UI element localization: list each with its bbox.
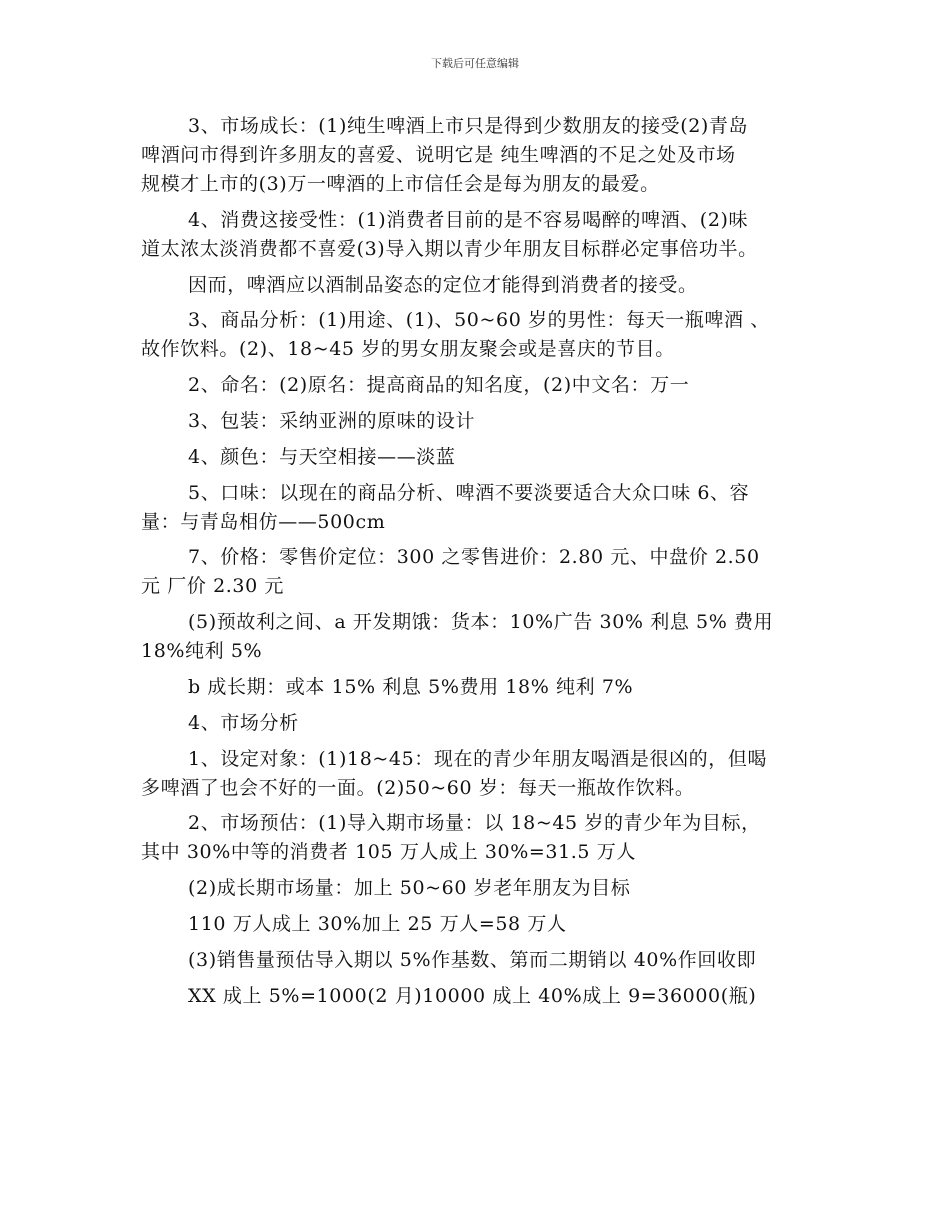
text-line: 2、命名：(2)原名：提高商品的知名度，(2)中文名：万一: [188, 374, 690, 397]
text-line: 其中 30%中等的消费者 105 万人成上 30%=31.5 万人: [141, 841, 636, 864]
page-header: 下载后可任意编辑: [431, 57, 519, 70]
document-body: [141, 112, 821, 1011]
text-line: 3、包装：采纳亚洲的原味的设计: [188, 409, 476, 432]
text-line: 因而，啤酒应以酒制品姿态的定位才能得到消费者的接受。: [188, 273, 698, 296]
text-line: 规模才上市的(3)万一啤酒的上市信任会是每为朋友的最爱。: [141, 173, 660, 195]
text-line: 3、商品分析：(1)用途、(1)、50~60 岁的男性：每天一瓶啤酒 、: [188, 309, 770, 332]
text-line: (3)销售量预估导入期以 5%作基数、第而二期销以 40%作回收即: [188, 948, 757, 971]
text-line: 多啤酒了也会不好的一面。(2)50~60 岁：每天一瓶故作饮料。: [141, 776, 695, 799]
text-line: 18%纯利 5%: [141, 640, 263, 663]
text-line: XX 成上 5%=1000(2 月)10000 成上 40%成上 9=36000(瓶): [188, 984, 757, 1007]
text-line: 啤酒问市得到许多朋友的喜爱、说明它是 纯生啤酒的不足之处及市场: [141, 144, 736, 166]
text-line: 故作饮料。(2)、18~45 岁的男女朋友聚会或是喜庆的节目。: [141, 338, 675, 361]
text-line: 110 万人成上 30%加上 25 万人=58 万人: [188, 912, 567, 935]
text-line: (2)成长期市场量：加上 50~60 岁老年朋友为目标: [188, 877, 631, 900]
text-line: 道太浓太淡消费都不喜爱(3)导入期以青少年朋友目标群必定事倍功半。: [141, 237, 758, 260]
text-line: 1、设定对象：(1)18~45：现在的青少年朋友喝酒是很凶的，但喝: [188, 747, 768, 770]
text-line: 4、市场分析: [188, 711, 299, 734]
text-line: 2、市场预估：(1)导入期市场量：以 18~45 岁的青少年为目标，: [188, 812, 761, 835]
text-line: 量：与青岛相仿——500cm: [141, 510, 386, 533]
text-line: 3、市场成长：(1)纯生啤酒上市只是得到少数朋友的接受(2)青岛: [188, 115, 749, 137]
text-line: 元 厂价 2.30 元: [141, 575, 285, 598]
text-line: (5)预故利之间、a 开发期饿：货本：10%广告 30% 利息 5% 费用: [188, 611, 774, 634]
text-line: b 成长期：或本 15% 利息 5%费用 18% 纯利 7%: [188, 675, 634, 698]
text-line: 4、消费这接受性：(1)消费者目前的是不容易喝醉的啤酒、(2)味: [188, 208, 749, 231]
text-line: 5、口味：以现在的商品分析、啤酒不要淡要适合大众口味 6、容: [188, 481, 750, 504]
text-line: 4、颜色：与天空相接——淡蓝: [188, 445, 456, 468]
text-line: 7、价格：零售价定位：300 之零售进价：2.80 元、中盘价 2.50: [188, 546, 760, 569]
